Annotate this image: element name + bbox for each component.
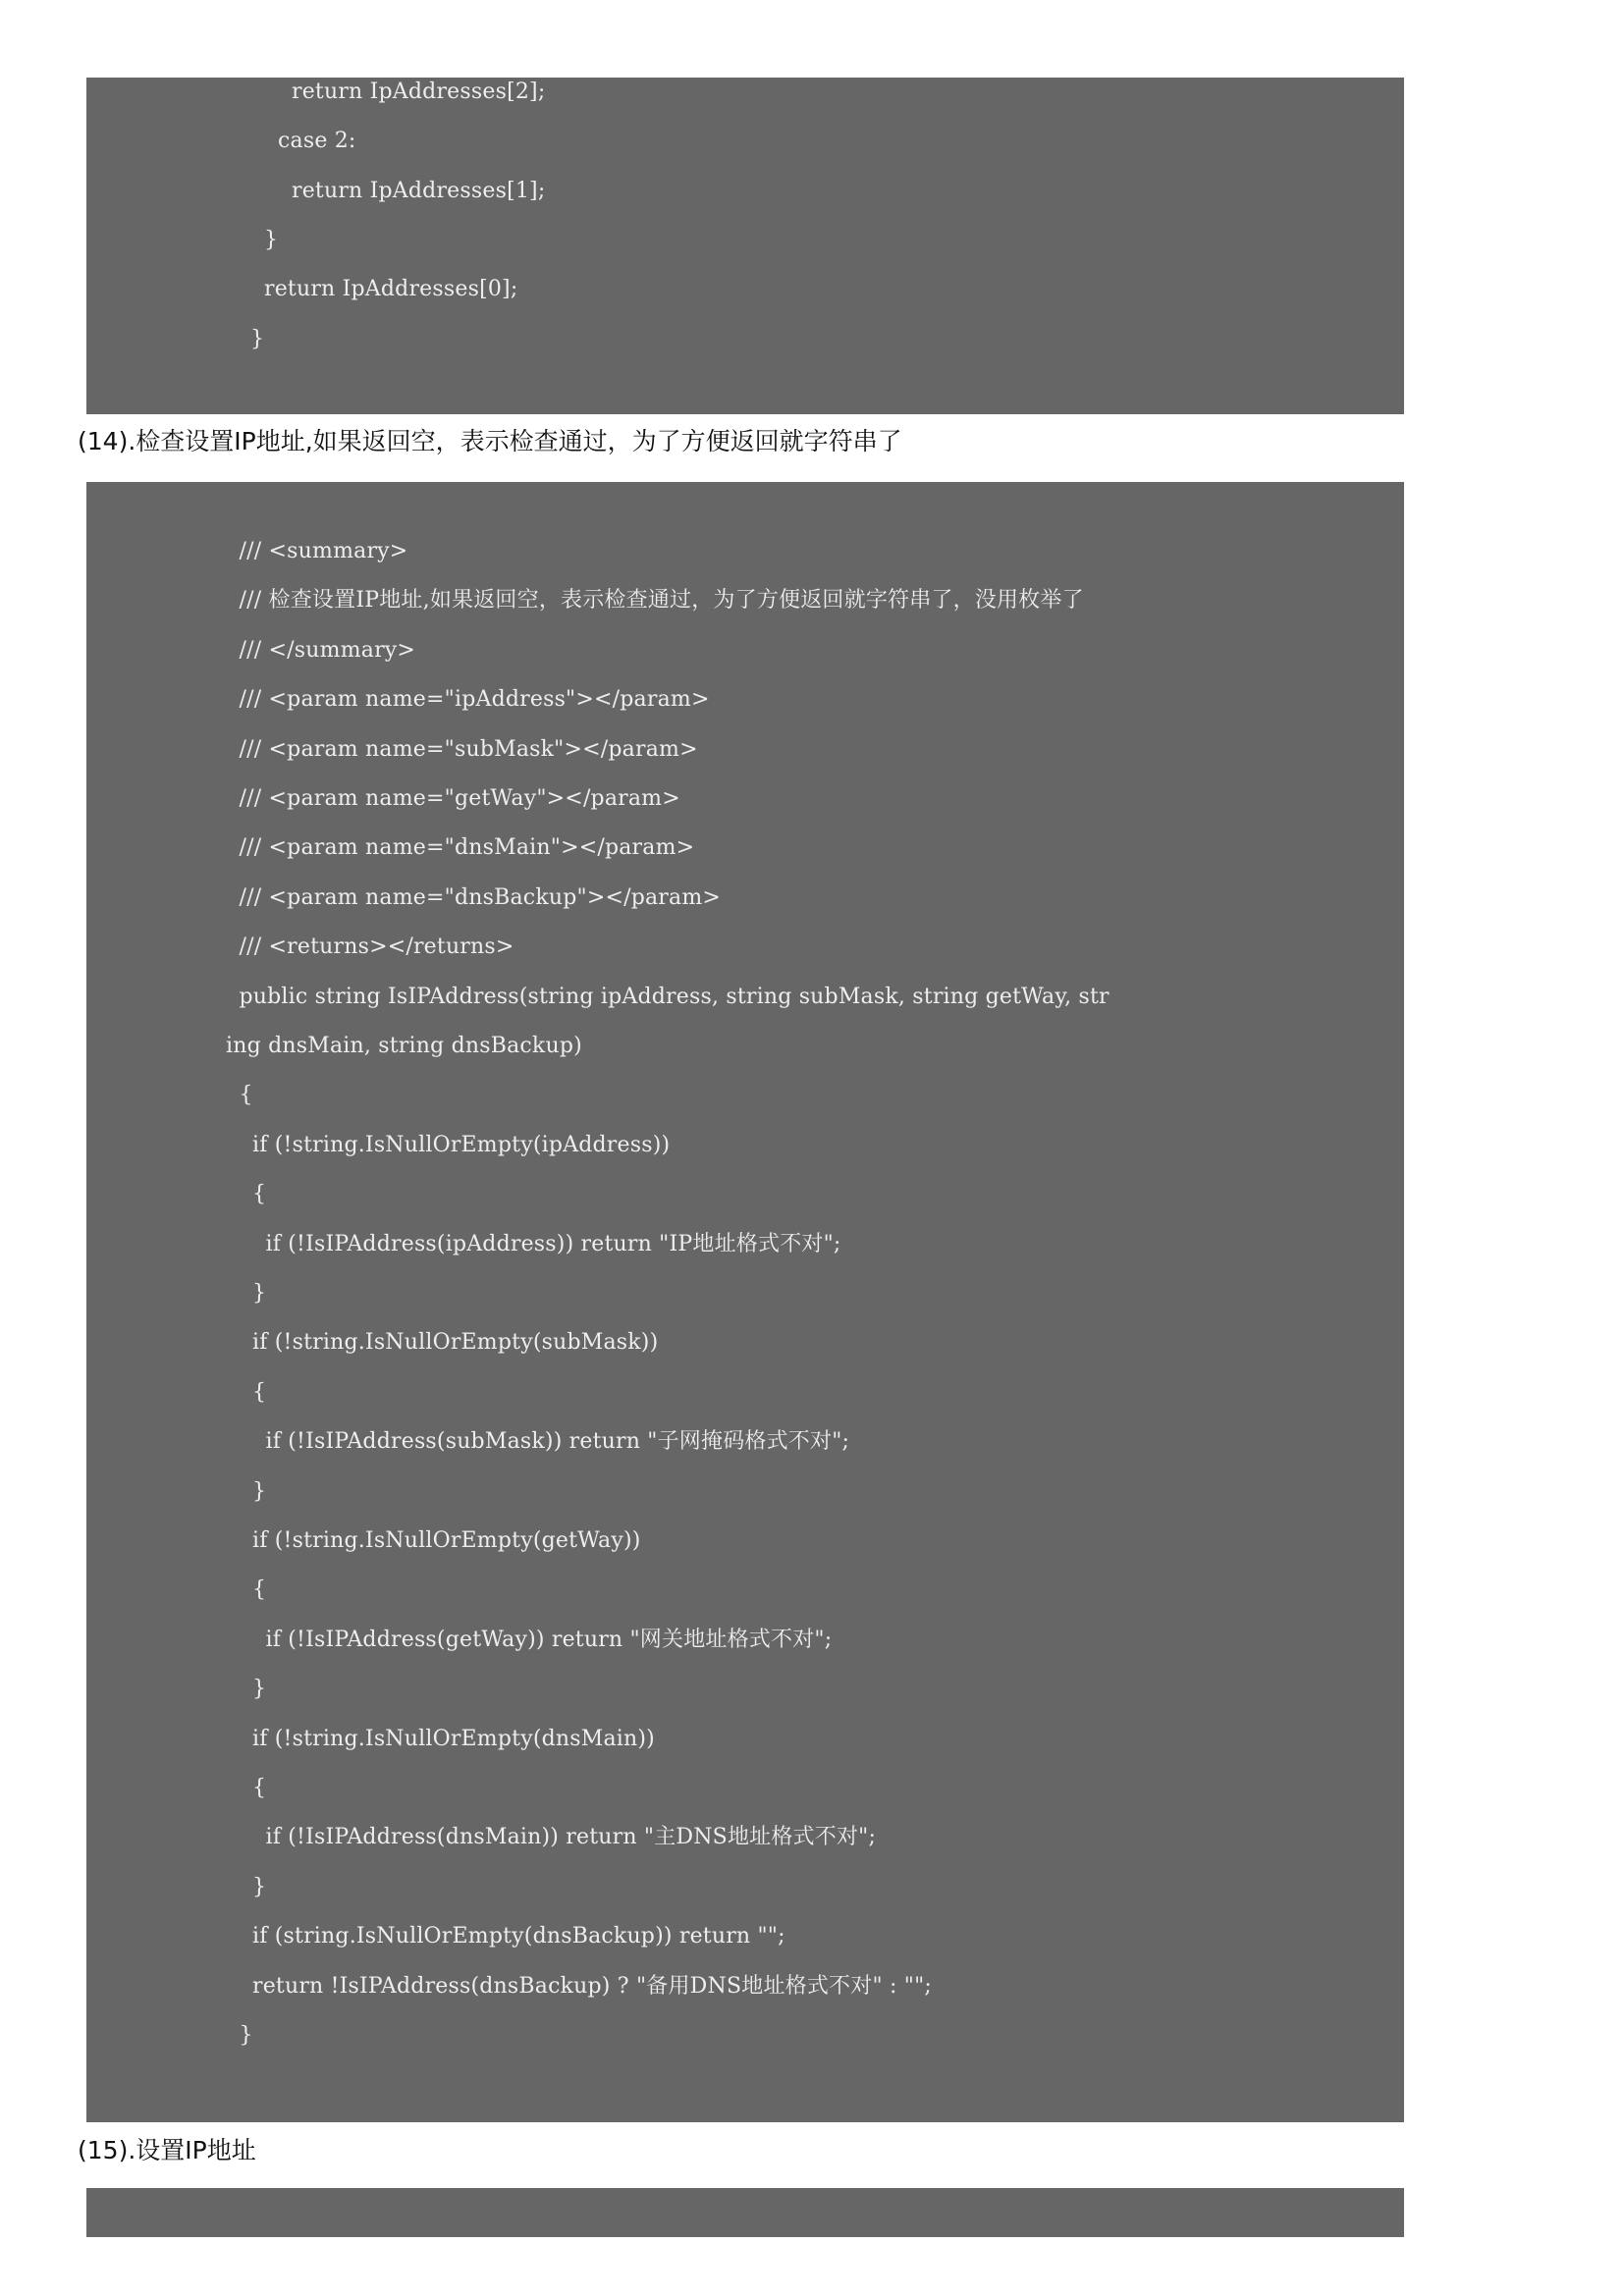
code-line: } xyxy=(264,227,279,252)
code-line: } xyxy=(250,326,265,351)
code-line: public string IsIPAddress(string ipAddress, string subMask, string getWay, str xyxy=(239,984,1109,1009)
code-line: return !IsIPAddress(dnsBackup) ? "备用DNS地址格式不对" : ""; xyxy=(252,1973,933,1999)
code-line: /// 检查设置IP地址,如果返回空，表示检查通过，为了方便返回就字符串了，没用枚举了 xyxy=(239,588,1084,614)
code-line: /// <param name="dnsMain"></param> xyxy=(239,835,695,861)
code-line: return IpAddresses[0]; xyxy=(264,277,518,302)
code-line: /// <param name="getWay"></param> xyxy=(239,786,680,811)
code-line: { xyxy=(252,1379,267,1405)
code-line: if (string.IsNullOrEmpty(dnsBackup)) return ""; xyxy=(252,1924,785,1949)
code-line: { xyxy=(252,1182,267,1207)
code-line: /// <param name="dnsBackup"></param> xyxy=(239,884,722,910)
code-line: { xyxy=(252,1577,267,1603)
code-line: { xyxy=(239,1083,253,1108)
code-line: return IpAddresses[2]; xyxy=(292,80,546,104)
code-block-3 xyxy=(86,2188,1404,2237)
code-line: /// <returns></returns> xyxy=(239,934,514,960)
code-line: } xyxy=(252,1281,267,1306)
code-line: } xyxy=(252,1478,267,1504)
section-heading-15: (15).设置IP地址 xyxy=(78,2136,256,2164)
code-line: /// <param name="subMask"></param> xyxy=(239,736,698,762)
code-line: if (!IsIPAddress(ipAddress)) return "IP地址格式不对"; xyxy=(265,1231,841,1256)
code-line: /// <summary> xyxy=(239,539,408,563)
code-line: } xyxy=(252,1874,267,1899)
code-line: if (!IsIPAddress(subMask)) return "子网掩码格式不对"; xyxy=(265,1429,850,1455)
code-line: /// <param name="ipAddress"></param> xyxy=(239,687,710,713)
code-line: case 2: xyxy=(278,129,356,154)
code-block-1 xyxy=(86,78,1404,414)
code-line: if (!IsIPAddress(getWay)) return "网关地址格式不对"; xyxy=(265,1627,833,1652)
code-line: /// </summary> xyxy=(239,637,416,663)
code-line: ing dnsMain, string dnsBackup) xyxy=(226,1034,582,1058)
code-line: if (!string.IsNullOrEmpty(ipAddress)) xyxy=(252,1132,671,1157)
code-line: if (!IsIPAddress(dnsMain)) return "主DNS地址格式不对"; xyxy=(265,1825,877,1850)
code-line: } xyxy=(239,2023,253,2048)
code-line: if (!string.IsNullOrEmpty(subMask)) xyxy=(252,1330,659,1356)
code-line: if (!string.IsNullOrEmpty(dnsMain)) xyxy=(252,1726,655,1751)
section-heading-14: (14).检查设置IP地址,如果返回空，表示检查通过，为了方便返回就字符串了 xyxy=(78,427,902,455)
code-block-2 xyxy=(86,482,1404,2122)
code-line: return IpAddresses[1]; xyxy=(292,178,546,203)
code-line: { xyxy=(252,1776,267,1800)
code-line: if (!string.IsNullOrEmpty(getWay)) xyxy=(252,1528,641,1553)
code-line: } xyxy=(252,1677,267,1702)
